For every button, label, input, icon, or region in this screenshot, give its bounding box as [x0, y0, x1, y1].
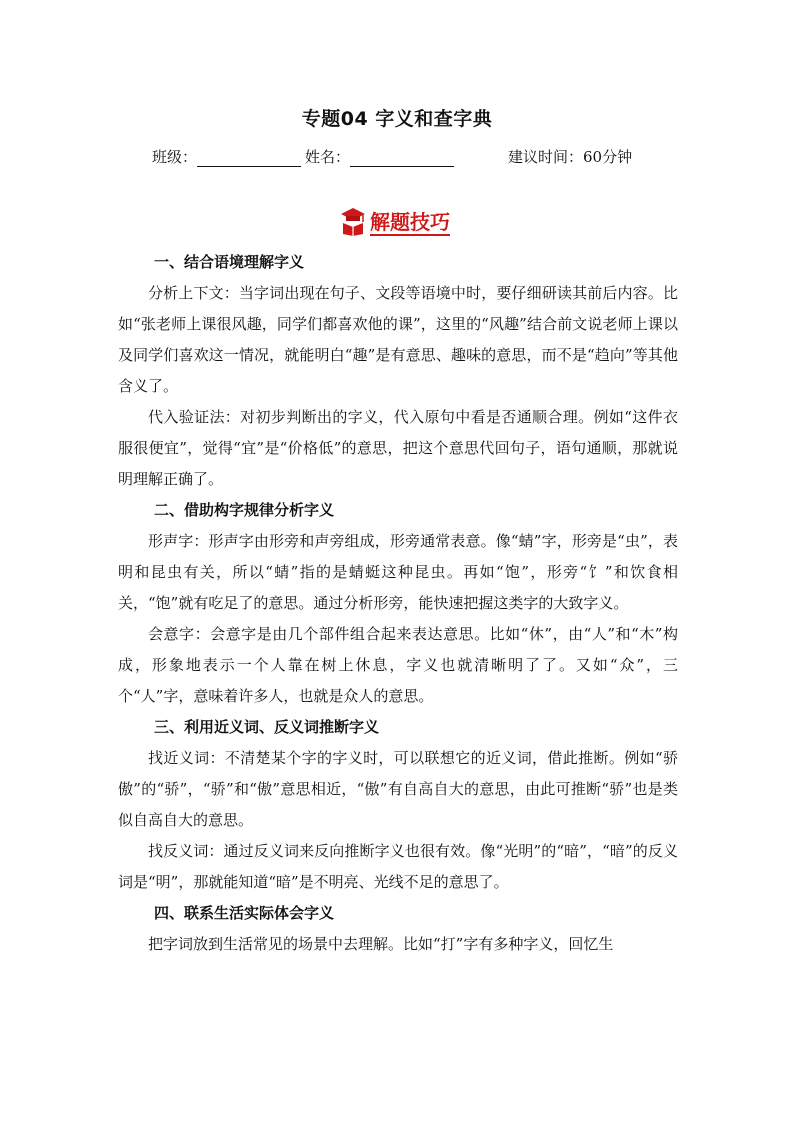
name-field: [305, 146, 454, 167]
suggested-time: 建议时间：60分钟: [508, 148, 633, 166]
student-info-row: [152, 146, 672, 168]
section-heading: 二、借助构字规律分析字义: [154, 501, 335, 519]
name-blank[interactable]: [350, 150, 454, 167]
graduation-cap-icon: [340, 206, 366, 236]
tips-banner-text: 解题技巧: [370, 210, 450, 234]
section-heading: 三、利用近义词、反义词推断字义: [154, 718, 380, 736]
section-heading: 四、联系生活实际体会字义: [154, 904, 335, 922]
section-heading: 一、结合语境理解字义: [154, 253, 305, 271]
paragraph: 分析上下文：当字词出现在句子、文段等语境中时，要仔细研读其前后内容。比如“张老师上课很风趣，同学们都喜欢他的课”，这里的“风趣”结合前文说老师上课以及同学们喜欢这一情况，就能明白“趣”是有意思、趣味的意思，而不是“趋向”等其他含义了。: [118, 284, 678, 395]
class-blank[interactable]: [197, 150, 301, 167]
paragraph: 找反义词：通过反义词来反向推断字义也很有效。像“光明”的“暗”，“暗”的反义词是“明”，那就能知道“暗”是不明亮、光线不足的意思了。: [118, 842, 678, 891]
name-label: 姓名：: [305, 148, 351, 166]
paragraph: 代入验证法：对初步判断出的字义，代入原句中看是否通顺合理。例如“这件衣服很便宜”，觉得“宜”是“价格低”的意思，把这个意思代回句子，语句通顺，那就说明理解正确了。: [118, 408, 678, 488]
paragraph: 把字词放到生活常见的场景中去理解。比如“打”字有多种字义，回忆生: [148, 935, 614, 953]
document-title: 专题04 字义和查字典: [301, 108, 493, 130]
document-body: [118, 247, 678, 960]
paragraph: 会意字：会意字是由几个部件组合起来表达意思。比如“休”，由“人”和“木”构成，形象地表示一个人靠在树上休息，字义也就清晰明了了。又如“众”，三个“人”字，意味着许多人，也就是众人的意思。: [118, 625, 678, 705]
class-label: 班级：: [152, 148, 198, 166]
paragraph: 找近义词：不清楚某个字的字义时，可以联想它的近义词，借此推断。例如“骄傲”的“骄”，“骄”和“傲”意思相近，“傲”有自高自大的意思，由此可推断“骄”也是类似自高自大的意思。: [118, 749, 678, 829]
paragraph: 形声字：形声字由形旁和声旁组成，形旁通常表意。像“蜻”字，形旁是“虫”，表明和昆虫有关，所以“蜻”指的是蜻蜓这种昆虫。再如“饱”，形旁“饣”和饮食相关，“饱”就有吃足了的意思。通过分析形旁，能快速把握这类字的大致字义。: [118, 532, 678, 612]
class-field: [152, 146, 301, 167]
